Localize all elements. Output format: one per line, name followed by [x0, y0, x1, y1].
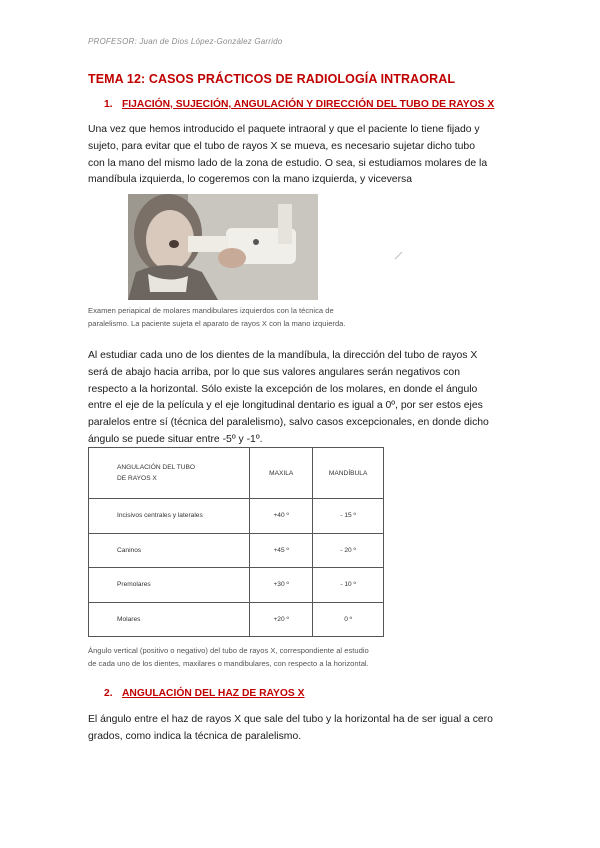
table-row [89, 499, 384, 534]
xray-patient-photo [128, 194, 318, 300]
row-label: Incisivos centrales y laterales [89, 499, 250, 534]
section-1-number: 1. [104, 99, 113, 110]
caption-line: de cada uno de los dientes, maxilares o mandibulares, con respecto a la horizontal. [88, 658, 369, 668]
professor-header: PROFESOR: Juan de Dios López-González Garrido [88, 37, 283, 46]
row-label: Molares [89, 602, 250, 637]
table-row [89, 533, 384, 568]
caption-line: paralelismo. La paciente sujeta el aparato de rayos X con la mano izquierda. [88, 318, 346, 328]
angulation-table-figure [88, 447, 421, 637]
table-row [89, 602, 384, 637]
header-line: DE RAYOS X [117, 475, 157, 482]
caption-line: Examen periapical de molares mandibulares izquierdos con la técnica de [88, 306, 334, 315]
page-title: TEMA 12: CASOS PRÁCTICOS DE RADIOLOGÍA INTRAORAL [88, 72, 456, 86]
row-label: Premolares [89, 568, 250, 603]
section-1-heading [104, 99, 494, 110]
text-line: ángulo se puede situar entre -5º y -1º. [88, 433, 263, 445]
text-line: respecto a la horizontal. Sólo existe la excepción de los molares, en donde el ángulo [88, 383, 478, 395]
table-header-row [89, 448, 384, 499]
text-line: mandíbula izquierda, lo cogeremos con la mano izquierda, y viceversa [88, 174, 413, 186]
header-line: ANGULACIÓN DEL TUBO [117, 464, 196, 471]
section-2-paragraph [88, 712, 510, 746]
header-angulation [89, 448, 250, 499]
row-maxila: +45 º [250, 533, 313, 568]
pencil-mark-icon [394, 250, 404, 260]
row-mandibula: - 20 º [313, 533, 384, 568]
table-caption [88, 645, 433, 670]
row-maxila: +20 º [250, 602, 313, 637]
text-line: será de abajo hacia arriba, por lo que sus valores angulares serán negativos con [88, 366, 460, 378]
text-line: sujeto, para evitar que el tubo de rayos X se mueva, es necesario sujetar dicho tubo [88, 140, 475, 152]
caption-line: Ángulo vertical (positivo o negativo) del tubo de rayos X, correspondiente al estudio [88, 646, 369, 655]
text-line: paralelos entre sí (técnica del paralelismo), salvo casos excepcionales, en donde dicho [88, 417, 489, 429]
table-row [89, 568, 384, 603]
section-2-title: ANGULACIÓN DEL HAZ DE RAYOS X [122, 688, 305, 699]
text-line: entre el eje de la película y el eje longitudinal dentario es igual a 0º, por ser estos ejes [88, 400, 483, 412]
row-maxila: +40 º [250, 499, 313, 534]
section-1-paragraph-2 [88, 348, 510, 449]
row-mandibula: - 15 º [313, 499, 384, 534]
section-1-paragraph-1 [88, 122, 510, 189]
header-maxila: MAXILA [250, 448, 313, 499]
text-line: El ángulo entre el haz de rayos X que sale del tubo y la horizontal ha de ser igual a cero [88, 714, 493, 725]
photo-caption [88, 305, 418, 330]
row-label: Caninos [89, 533, 250, 568]
row-mandibula: - 10 º [313, 568, 384, 603]
row-mandibula: 0 º [313, 602, 384, 637]
row-maxila: +30 º [250, 568, 313, 603]
header-mandibula: MANDÍBULA [313, 448, 384, 499]
section-2-heading [104, 688, 305, 699]
text-line: con la mano del mismo lado de la zona de estudio. O sea, si estudiamos molares de la [88, 157, 488, 169]
section-1-title: FIJACIÓN, SUJECIÓN, ANGULACIÓN Y DIRECCIÓN DEL TUBO DE RAYOS X [122, 99, 495, 110]
photo-illustration [128, 194, 318, 300]
text-line: Una vez que hemos introducido el paquete intraoral y que el paciente lo tiene fijado y [88, 124, 480, 135]
text-line: grados, como indica la técnica de paralelismo. [88, 730, 302, 742]
text-line: Al estudiar cada uno de los dientes de la mandíbula, la dirección del tubo de rayos X [88, 350, 478, 361]
section-2-number: 2. [104, 688, 113, 699]
angulation-table [88, 447, 384, 637]
